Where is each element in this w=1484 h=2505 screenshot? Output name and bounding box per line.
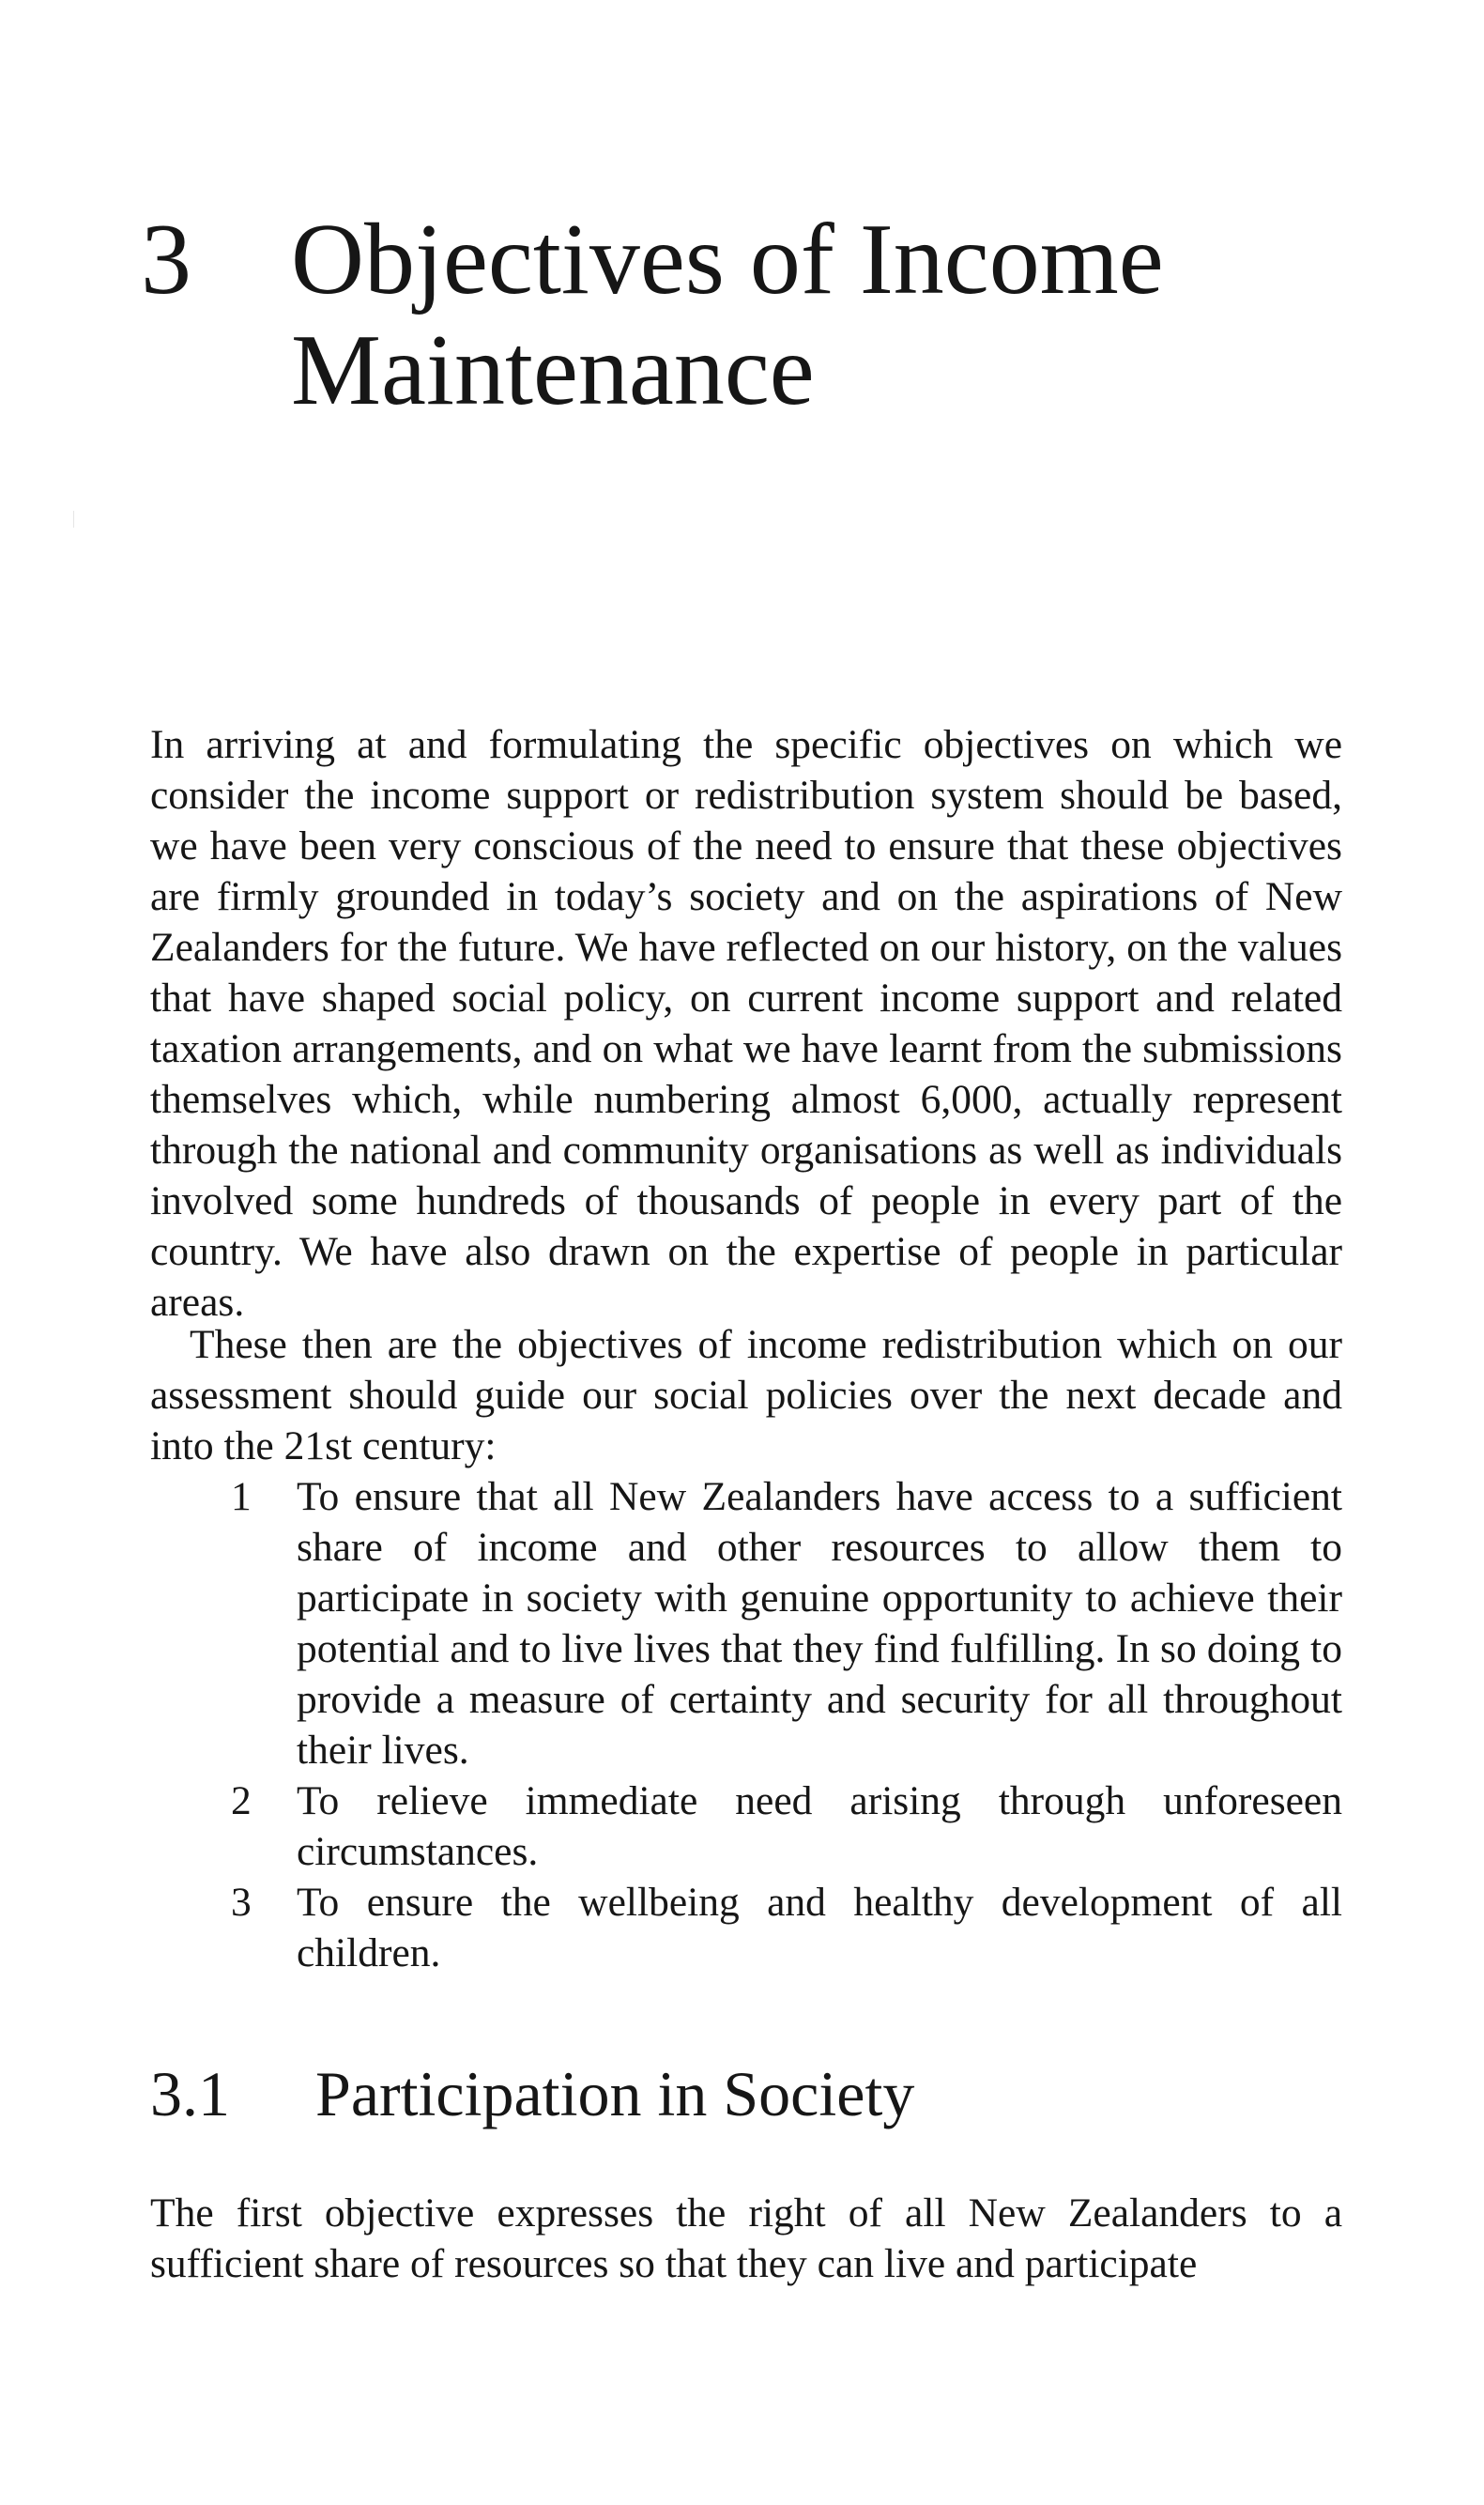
objectives-lead-paragraph: These then are the objectives of income redistribution which on our assessment should guide our social policies over the next decade and into the 21st century: — [150, 1322, 1342, 1468]
chapter-number: 3 — [141, 204, 191, 315]
objective-item — [150, 1471, 1342, 1775]
objective-item — [150, 1877, 1342, 1978]
objective-text: To ensure the wellbeing and healthy development of all children. — [297, 1880, 1342, 1975]
section-paragraph: The first objective expresses the right of all New Zealanders to a sufficient share of resources so that they can live and participate — [150, 2190, 1342, 2286]
objectives-list — [150, 1471, 1342, 1978]
chapter-title: Objectives of Income Maintenance — [291, 204, 1164, 426]
intro-paragraph: In arriving at and formulating the specific objectives on which we consider the income support or redistribution system should be based, we have been very conscious of the need to ensure that these objectives are firmly grounded in today’s society and on the aspirations of New Zealanders for the future. We have reflected on our history, on the values that have shaped social policy, on current income support and related taxation arrangements, and on what we have learnt from the submissions themselves which, while numbering almost 6,000, actually represent through the national and community organisations as well as individuals involved some hundreds of thousands of people in every part of the country. We have also drawn on the expertise of people in particular areas. — [150, 722, 1342, 1325]
section-number: 3.1 — [150, 2058, 230, 2129]
objective-text: To relieve immediate need arising through unforeseen circumstances. — [297, 1778, 1342, 1874]
objective-number: 3 — [231, 1880, 252, 1925]
objective-number: 2 — [231, 1778, 252, 1823]
objective-item — [150, 1775, 1342, 1877]
scan-artifact — [73, 511, 74, 528]
section-heading — [150, 2056, 1342, 2131]
section-title: Participation in Society — [315, 2058, 915, 2129]
objective-text: To ensure that all New Zealanders have access to a sufficient share of income and other resources to allow them to participate in society with genuine opportunity to achieve their potential and to live lives that they find fulfilling. In so doing to provide a measure of certainty and security for all throughout their lives. — [297, 1474, 1342, 1773]
objective-number: 1 — [231, 1474, 252, 1519]
